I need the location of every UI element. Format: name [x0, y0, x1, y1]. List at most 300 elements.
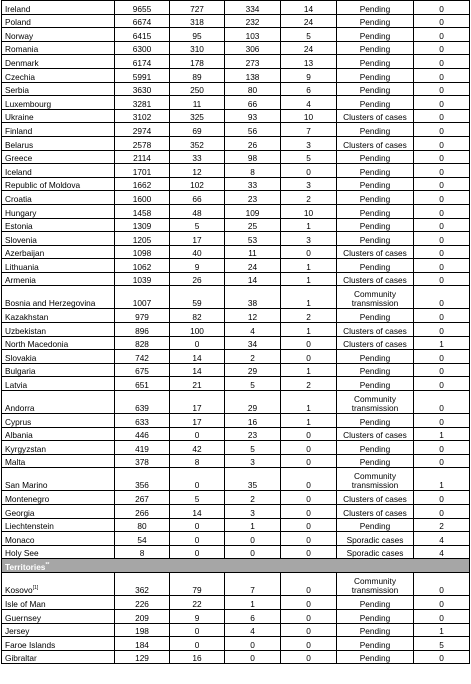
new-deaths-cell: 0 [281, 454, 337, 468]
table-row [2, 14, 470, 28]
deaths-cell: 35 [225, 468, 281, 491]
new-cases-cell: 9 [170, 609, 225, 623]
deaths-cell: 38 [225, 286, 281, 309]
transmission-cell: Pending [337, 55, 414, 69]
section-footnote-mark: ** [45, 562, 50, 569]
transmission-cell: Pending [337, 596, 414, 610]
new-deaths-cell: 0 [281, 468, 337, 491]
days-since-cell: 0 [414, 218, 470, 232]
country-cell: Slovakia [2, 350, 115, 364]
deaths-cell: 103 [225, 28, 281, 42]
days-since-cell: 0 [414, 164, 470, 178]
territories-section [2, 559, 470, 573]
new-deaths-cell: 0 [281, 623, 337, 637]
table-row [2, 336, 470, 350]
new-deaths-cell: 0 [281, 441, 337, 455]
deaths-cell: 0 [225, 650, 281, 664]
table-row [2, 1, 470, 15]
country-cell: Monaco [2, 532, 115, 546]
days-since-cell: 4 [414, 532, 470, 546]
new-cases-cell: 0 [170, 427, 225, 441]
new-deaths-cell: 0 [281, 609, 337, 623]
table-row [2, 232, 470, 246]
days-since-cell: 0 [414, 14, 470, 28]
table-row [2, 177, 470, 191]
new-deaths-cell: 1 [281, 391, 337, 414]
country-cell: Estonia [2, 218, 115, 232]
deaths-cell: 3 [225, 505, 281, 519]
days-since-cell: 0 [414, 286, 470, 309]
new-deaths-cell: 3 [281, 136, 337, 150]
deaths-cell: 2 [225, 491, 281, 505]
country-cell: Denmark [2, 55, 115, 69]
new-deaths-cell: 9 [281, 68, 337, 82]
new-deaths-cell: 24 [281, 14, 337, 28]
new-deaths-cell: 0 [281, 518, 337, 532]
total-cases-cell: 639 [115, 391, 170, 414]
country-cell: Kyrgyzstan [2, 441, 115, 455]
table-row [2, 363, 470, 377]
transmission-cell: Pending [337, 350, 414, 364]
total-cases-cell: 896 [115, 323, 170, 337]
new-deaths-cell: 2 [281, 377, 337, 391]
new-deaths-cell: 6 [281, 82, 337, 96]
total-cases-cell: 9655 [115, 1, 170, 15]
new-cases-cell: 42 [170, 441, 225, 455]
table-row [2, 55, 470, 69]
days-since-cell: 0 [414, 136, 470, 150]
deaths-cell: 93 [225, 109, 281, 123]
transmission-cell: Pending [337, 82, 414, 96]
deaths-cell: 34 [225, 336, 281, 350]
days-since-cell: 1 [414, 427, 470, 441]
transmission-cell: Pending [337, 191, 414, 205]
deaths-cell: 12 [225, 309, 281, 323]
country-cell: Kazakhstan [2, 309, 115, 323]
section-label: Territories [5, 562, 46, 573]
total-cases-cell: 54 [115, 532, 170, 546]
transmission-cell: Pending [337, 150, 414, 164]
country-cell: Luxembourg [2, 96, 115, 110]
days-since-cell: 0 [414, 377, 470, 391]
total-cases-cell: 1007 [115, 286, 170, 309]
country-cell: Finland [2, 123, 115, 137]
deaths-cell: 14 [225, 272, 281, 286]
table-row [2, 123, 470, 137]
deaths-cell: 25 [225, 218, 281, 232]
transmission-cell: Pending [337, 259, 414, 273]
days-since-cell: 0 [414, 391, 470, 414]
table-row [2, 491, 470, 505]
country-cell: Isle of Man [2, 596, 115, 610]
total-cases-cell: 651 [115, 377, 170, 391]
days-since-cell: 0 [414, 177, 470, 191]
deaths-cell: 273 [225, 55, 281, 69]
table-row [2, 391, 470, 414]
table-row [2, 414, 470, 428]
days-since-cell: 0 [414, 82, 470, 96]
new-cases-cell: 82 [170, 309, 225, 323]
new-deaths-cell: 0 [281, 491, 337, 505]
new-deaths-cell: 2 [281, 191, 337, 205]
deaths-cell: 66 [225, 96, 281, 110]
days-since-cell: 0 [414, 441, 470, 455]
new-deaths-cell: 0 [281, 164, 337, 178]
total-cases-cell: 8 [115, 545, 170, 559]
total-cases-cell: 979 [115, 309, 170, 323]
transmission-cell: Community transmission [337, 573, 414, 596]
table-row [2, 150, 470, 164]
kosovo-footnote-mark: [1] [32, 585, 39, 592]
table-row [2, 136, 470, 150]
total-cases-cell: 5991 [115, 68, 170, 82]
deaths-cell: 53 [225, 232, 281, 246]
days-since-cell: 2 [414, 518, 470, 532]
total-cases-cell: 633 [115, 414, 170, 428]
new-cases-cell: 100 [170, 323, 225, 337]
country-cell: Uzbekistan [2, 323, 115, 337]
new-cases-cell: 5 [170, 218, 225, 232]
deaths-cell: 7 [225, 573, 281, 596]
total-cases-cell: 446 [115, 427, 170, 441]
new-deaths-cell: 1 [281, 363, 337, 377]
table-row [2, 323, 470, 337]
new-deaths-cell: 4 [281, 96, 337, 110]
total-cases-cell: 198 [115, 623, 170, 637]
country-cell: Faroe Islands [2, 637, 115, 651]
days-since-cell: 0 [414, 414, 470, 428]
days-since-cell: 0 [414, 123, 470, 137]
deaths-cell: 2 [225, 350, 281, 364]
new-deaths-cell: 24 [281, 41, 337, 55]
days-since-cell: 0 [414, 454, 470, 468]
table-row [2, 637, 470, 651]
days-since-cell: 0 [414, 68, 470, 82]
total-cases-cell: 1458 [115, 204, 170, 218]
deaths-cell: 6 [225, 609, 281, 623]
table-row [2, 573, 470, 596]
transmission-cell: Clusters of cases [337, 336, 414, 350]
country-cell: Czechia [2, 68, 115, 82]
section-header-cell [2, 559, 470, 573]
country-cell: Ireland [2, 1, 115, 15]
total-cases-cell: 1098 [115, 245, 170, 259]
new-deaths-cell: 2 [281, 309, 337, 323]
new-cases-cell: 11 [170, 96, 225, 110]
table-row [2, 41, 470, 55]
total-cases-cell: 378 [115, 454, 170, 468]
deaths-cell: 0 [225, 637, 281, 651]
new-cases-cell: 14 [170, 363, 225, 377]
country-cell: Croatia [2, 191, 115, 205]
total-cases-cell: 419 [115, 441, 170, 455]
table-row [2, 272, 470, 286]
country-cell: Liechtenstein [2, 518, 115, 532]
new-cases-cell: 5 [170, 491, 225, 505]
transmission-cell: Clusters of cases [337, 491, 414, 505]
new-cases-cell: 0 [170, 468, 225, 491]
country-cell: Ukraine [2, 109, 115, 123]
total-cases-cell: 6174 [115, 55, 170, 69]
transmission-cell: Pending [337, 623, 414, 637]
table-row [2, 596, 470, 610]
deaths-cell: 23 [225, 191, 281, 205]
new-deaths-cell: 0 [281, 336, 337, 350]
total-cases-cell: 1600 [115, 191, 170, 205]
total-cases-cell: 2974 [115, 123, 170, 137]
country-cell: Republic of Moldova [2, 177, 115, 191]
transmission-cell: Clusters of cases [337, 323, 414, 337]
table-row [2, 623, 470, 637]
transmission-cell: Pending [337, 454, 414, 468]
new-cases-cell: 178 [170, 55, 225, 69]
new-cases-cell: 16 [170, 650, 225, 664]
deaths-cell: 8 [225, 164, 281, 178]
new-cases-cell: 17 [170, 232, 225, 246]
country-cell: Norway [2, 28, 115, 42]
transmission-cell: Clusters of cases [337, 272, 414, 286]
country-cell: Azerbaijan [2, 245, 115, 259]
transmission-cell: Sporadic cases [337, 532, 414, 546]
new-deaths-cell: 1 [281, 323, 337, 337]
table-row [2, 545, 470, 559]
country-cell: Malta [2, 454, 115, 468]
new-deaths-cell: 7 [281, 123, 337, 137]
new-deaths-cell: 0 [281, 637, 337, 651]
table-row [2, 609, 470, 623]
days-since-cell: 0 [414, 150, 470, 164]
new-deaths-cell: 14 [281, 1, 337, 15]
new-cases-cell: 59 [170, 286, 225, 309]
deaths-cell: 26 [225, 136, 281, 150]
transmission-cell: Pending [337, 14, 414, 28]
table-row [2, 441, 470, 455]
new-deaths-cell: 1 [281, 286, 337, 309]
transmission-cell: Pending [337, 377, 414, 391]
transmission-cell: Clusters of cases [337, 136, 414, 150]
days-since-cell: 0 [414, 650, 470, 664]
total-cases-cell: 1309 [115, 218, 170, 232]
table-row [2, 191, 470, 205]
total-cases-cell: 356 [115, 468, 170, 491]
deaths-cell: 1 [225, 596, 281, 610]
new-deaths-cell: 0 [281, 573, 337, 596]
new-cases-cell: 727 [170, 1, 225, 15]
transmission-cell: Pending [337, 41, 414, 55]
table-row [2, 650, 470, 664]
new-cases-cell: 9 [170, 259, 225, 273]
total-cases-cell: 80 [115, 518, 170, 532]
country-cases-table [1, 0, 470, 664]
deaths-cell: 4 [225, 323, 281, 337]
total-cases-cell: 6674 [115, 14, 170, 28]
days-since-cell: 0 [414, 28, 470, 42]
transmission-cell: Clusters of cases [337, 427, 414, 441]
new-deaths-cell: 0 [281, 596, 337, 610]
table-row [2, 518, 470, 532]
deaths-cell: 24 [225, 259, 281, 273]
transmission-cell: Pending [337, 218, 414, 232]
new-deaths-cell: 3 [281, 232, 337, 246]
transmission-cell: Pending [337, 363, 414, 377]
new-cases-cell: 250 [170, 82, 225, 96]
table-row [2, 505, 470, 519]
table-row [2, 218, 470, 232]
total-cases-cell: 1701 [115, 164, 170, 178]
new-cases-cell: 0 [170, 623, 225, 637]
total-cases-cell: 129 [115, 650, 170, 664]
transmission-cell: Pending [337, 164, 414, 178]
transmission-cell: Pending [337, 28, 414, 42]
deaths-cell: 334 [225, 1, 281, 15]
new-cases-cell: 0 [170, 336, 225, 350]
transmission-cell: Clusters of cases [337, 505, 414, 519]
new-deaths-cell: 10 [281, 109, 337, 123]
days-since-cell: 0 [414, 109, 470, 123]
days-since-cell: 1 [414, 468, 470, 491]
days-since-cell: 0 [414, 55, 470, 69]
deaths-cell: 11 [225, 245, 281, 259]
new-cases-cell: 95 [170, 28, 225, 42]
new-cases-cell: 48 [170, 204, 225, 218]
transmission-cell: Pending [337, 68, 414, 82]
total-cases-cell: 1205 [115, 232, 170, 246]
transmission-cell: Community transmission [337, 468, 414, 491]
total-cases-cell: 1662 [115, 177, 170, 191]
new-deaths-cell: 0 [281, 427, 337, 441]
total-cases-cell: 3630 [115, 82, 170, 96]
transmission-cell: Pending [337, 204, 414, 218]
table-row [2, 109, 470, 123]
transmission-cell: Clusters of cases [337, 245, 414, 259]
total-cases-cell: 1062 [115, 259, 170, 273]
new-cases-cell: 0 [170, 637, 225, 651]
country-cell: Serbia [2, 82, 115, 96]
transmission-cell: Community transmission [337, 286, 414, 309]
total-cases-cell: 742 [115, 350, 170, 364]
new-deaths-cell: 1 [281, 218, 337, 232]
total-cases-cell: 6415 [115, 28, 170, 42]
new-cases-cell: 22 [170, 596, 225, 610]
new-deaths-cell: 0 [281, 650, 337, 664]
days-since-cell: 0 [414, 1, 470, 15]
days-since-cell: 1 [414, 336, 470, 350]
deaths-cell: 109 [225, 204, 281, 218]
country-cell: Bulgaria [2, 363, 115, 377]
country-cell: Slovenia [2, 232, 115, 246]
new-deaths-cell: 1 [281, 259, 337, 273]
country-cell: Albania [2, 427, 115, 441]
country-cell: Latvia [2, 377, 115, 391]
days-since-cell: 0 [414, 272, 470, 286]
new-cases-cell: 325 [170, 109, 225, 123]
situation-table-page [1, 0, 470, 664]
country-cell: Hungary [2, 204, 115, 218]
deaths-cell: 138 [225, 68, 281, 82]
days-since-cell: 0 [414, 350, 470, 364]
country-cell: Andorra [2, 391, 115, 414]
new-deaths-cell: 13 [281, 55, 337, 69]
days-since-cell: 5 [414, 637, 470, 651]
country-cell: Jersey [2, 623, 115, 637]
table-row [2, 96, 470, 110]
transmission-cell: Pending [337, 637, 414, 651]
total-cases-cell: 266 [115, 505, 170, 519]
transmission-cell: Pending [337, 609, 414, 623]
days-since-cell: 0 [414, 505, 470, 519]
table-row [2, 454, 470, 468]
days-since-cell: 0 [414, 323, 470, 337]
total-cases-cell: 2578 [115, 136, 170, 150]
transmission-cell: Pending [337, 441, 414, 455]
new-cases-cell: 14 [170, 350, 225, 364]
days-since-cell: 1 [414, 623, 470, 637]
new-cases-cell: 310 [170, 41, 225, 55]
country-cell: Bosnia and Herzegovina [2, 286, 115, 309]
transmission-cell: Clusters of cases [337, 109, 414, 123]
deaths-cell: 23 [225, 427, 281, 441]
days-since-cell: 4 [414, 545, 470, 559]
new-deaths-cell: 0 [281, 505, 337, 519]
country-cell: Lithuania [2, 259, 115, 273]
deaths-cell: 29 [225, 391, 281, 414]
country-cell: Poland [2, 14, 115, 28]
days-since-cell: 0 [414, 245, 470, 259]
new-deaths-cell: 1 [281, 414, 337, 428]
deaths-cell: 33 [225, 177, 281, 191]
total-cases-cell: 3281 [115, 96, 170, 110]
territory-rows [2, 573, 470, 664]
days-since-cell: 0 [414, 309, 470, 323]
country-rows [2, 1, 470, 559]
new-deaths-cell: 10 [281, 204, 337, 218]
new-cases-cell: 40 [170, 245, 225, 259]
total-cases-cell: 362 [115, 573, 170, 596]
country-cell: Guernsey [2, 609, 115, 623]
new-cases-cell: 69 [170, 123, 225, 137]
section-header-row [2, 559, 470, 573]
transmission-cell: Pending [337, 414, 414, 428]
new-cases-cell: 102 [170, 177, 225, 191]
total-cases-cell: 1039 [115, 272, 170, 286]
table-row [2, 309, 470, 323]
transmission-cell: Pending [337, 1, 414, 15]
deaths-cell: 4 [225, 623, 281, 637]
transmission-cell: Community transmission [337, 391, 414, 414]
new-deaths-cell: 1 [281, 272, 337, 286]
table-row [2, 68, 470, 82]
transmission-cell: Pending [337, 96, 414, 110]
new-cases-cell: 12 [170, 164, 225, 178]
new-deaths-cell: 0 [281, 532, 337, 546]
new-cases-cell: 14 [170, 505, 225, 519]
transmission-cell: Pending [337, 309, 414, 323]
deaths-cell: 306 [225, 41, 281, 55]
country-cell: Kosovo[1] [2, 573, 115, 596]
country-cell: Montenegro [2, 491, 115, 505]
new-deaths-cell: 0 [281, 545, 337, 559]
new-cases-cell: 318 [170, 14, 225, 28]
new-deaths-cell: 0 [281, 350, 337, 364]
new-cases-cell: 79 [170, 573, 225, 596]
transmission-cell: Pending [337, 232, 414, 246]
new-deaths-cell: 5 [281, 150, 337, 164]
total-cases-cell: 226 [115, 596, 170, 610]
table-row [2, 82, 470, 96]
deaths-cell: 0 [225, 532, 281, 546]
new-cases-cell: 66 [170, 191, 225, 205]
total-cases-cell: 184 [115, 637, 170, 651]
